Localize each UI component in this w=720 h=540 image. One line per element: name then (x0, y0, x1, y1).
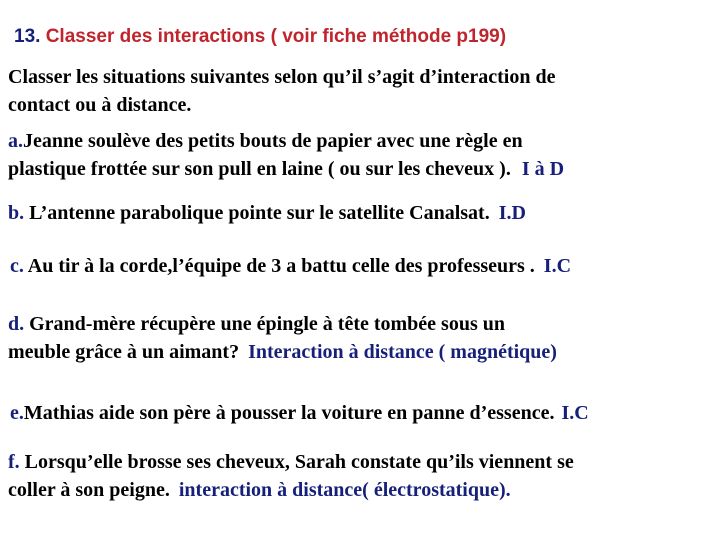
item-e-letter: e. (10, 402, 24, 424)
item-d-text-1: Grand-mère récupère une épingle à tête tombée sous un (24, 313, 505, 335)
item-e-answer: I.C (561, 402, 589, 424)
item-a-line-1 (8, 130, 523, 153)
item-f-answer: interaction à distance( électrostatique). (178, 479, 511, 501)
item-c-letter: c. (10, 255, 24, 277)
item-d-letter: d. (8, 313, 25, 335)
exercise-title: Classer des interactions ( voir fiche méthode p199) (40, 26, 507, 47)
item-a-text-1: Jeanne soulève des petits bouts de papier avec une règle en (23, 130, 523, 152)
item-f-text-2: coller à son peigne. (8, 479, 170, 501)
item-a-answer: I à D (521, 158, 565, 180)
item-a-text-2: plastique frottée sur son pull en laine ( ou sur les cheveux ). (8, 158, 511, 180)
intro-line-1: Classer les situations suivantes selon qu’il s’agit d’interaction de (8, 66, 556, 88)
item-c-line (10, 255, 571, 278)
item-b-answer: I.D (498, 202, 526, 224)
item-f-letter: f. (8, 451, 20, 473)
page-title (14, 26, 506, 48)
item-c-text: Au tir à la corde,l’équipe de 3 a battu celle des professeurs . (23, 255, 535, 277)
exercise-number: 13. (14, 26, 41, 47)
item-a-letter: a. (8, 130, 23, 152)
item-e-text: Mathias aide son père à pousser la voiture en panne d’essence. (23, 402, 555, 424)
item-e-line (10, 402, 589, 425)
item-d-text-2: meuble grâce à un aimant? (8, 341, 240, 363)
item-f-text-1: Lorsqu’elle brosse ses cheveux, Sarah constate qu’ils viennent se (19, 451, 574, 473)
intro-line-2: contact ou à distance. (8, 94, 192, 116)
item-b-letter: b. (8, 202, 25, 224)
item-f-line-1 (8, 451, 574, 474)
item-f-line-2 (8, 479, 511, 502)
item-c-answer: I.C (543, 255, 572, 277)
item-b-line (8, 202, 526, 225)
item-d-answer: Interaction à distance ( magnétique) (248, 341, 557, 363)
item-b-text: L’antenne parabolique pointe sur le satellite Canalsat. (24, 202, 490, 224)
item-d-line-1 (8, 313, 505, 336)
item-a-line-2 (8, 158, 564, 181)
item-d-line-2 (8, 341, 557, 364)
